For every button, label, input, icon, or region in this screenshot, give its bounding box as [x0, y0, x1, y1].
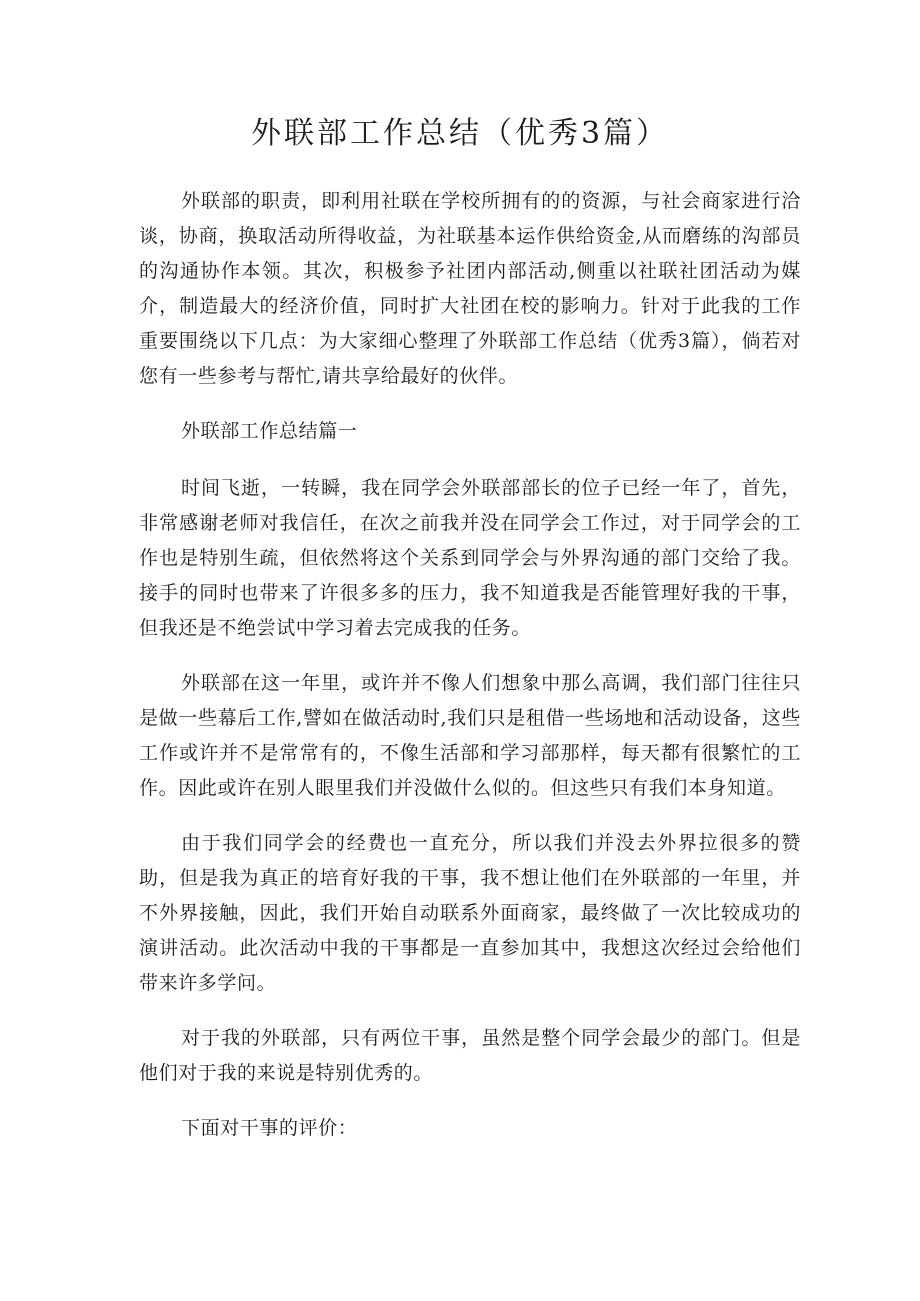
- body-paragraph: 下面对干事的评价：: [181, 1117, 358, 1139]
- document-body: [139, 184, 801, 1166]
- document-title: 外联部工作总结（优秀3篇）: [250, 116, 670, 151]
- section-heading: 外联部工作总结篇一: [181, 420, 358, 442]
- body-paragraph: 对于我的外联部，只有两位干事，虽然是整个同学会最少的部门。但是他们对于我的来说是特别优秀的。: [139, 1027, 801, 1084]
- intro-paragraph: 外联部的职责，即利用社联在学校所拥有的的资源，与社会商家进行洽谈，协商，换取活动所得收益，为社联基本运作供给资金,从而磨练的沟部员的沟通协作本领。其次，积极参予社团内部活动,侧重以社联社团活动为媒介，制造最大的经济价值，同时扩大社团在校的影响力。针对于此我的工作重要围绕以下几点：为大家细心整理了外联部工作总结（优秀3篇），倘若对您有一些参考与帮忙,请共享给最好的伙伴。: [139, 190, 801, 387]
- body-paragraph: 由于我们同学会的经费也一直充分，所以我们并没去外界拉很多的赞助，但是我为真正的培育好我的干事，我不想让他们在外联部的一年里，并不外界接触，因此，我们开始自动联系外面商家，最终做了一次比较成功的演讲活动。此次活动中我的干事都是一直参加其中，我想这次经过会给他们带来许多学问。: [139, 832, 801, 994]
- body-paragraph: 外联部在这一年里，或许并不像人们想象中那么高调，我们部门往往只是做一些幕后工作,譬如在做活动时,我们只是租借一些场地和活动设备，这些工作或许并不是常常有的，不像生活部和学习部那样，每天都有很繁忙的工作。因此或许在别人眼里我们并没做什么似的。但这些只有我们本身知道。: [139, 672, 801, 799]
- body-paragraph: 时间飞逝，一转瞬，我在同学会外联部部长的位子已经一年了，首先，非常感谢老师对我信任，在次之前我并没在同学会工作过，对于同学会的工作也是特别生疏，但依然将这个关系到同学会与外界沟通的部门交给了我。接手的同时也带来了许很多多的压力，我不知道我是否能管理好我的干事，但我还是不绝尝试中学习着去完成我的任务。: [139, 477, 801, 639]
